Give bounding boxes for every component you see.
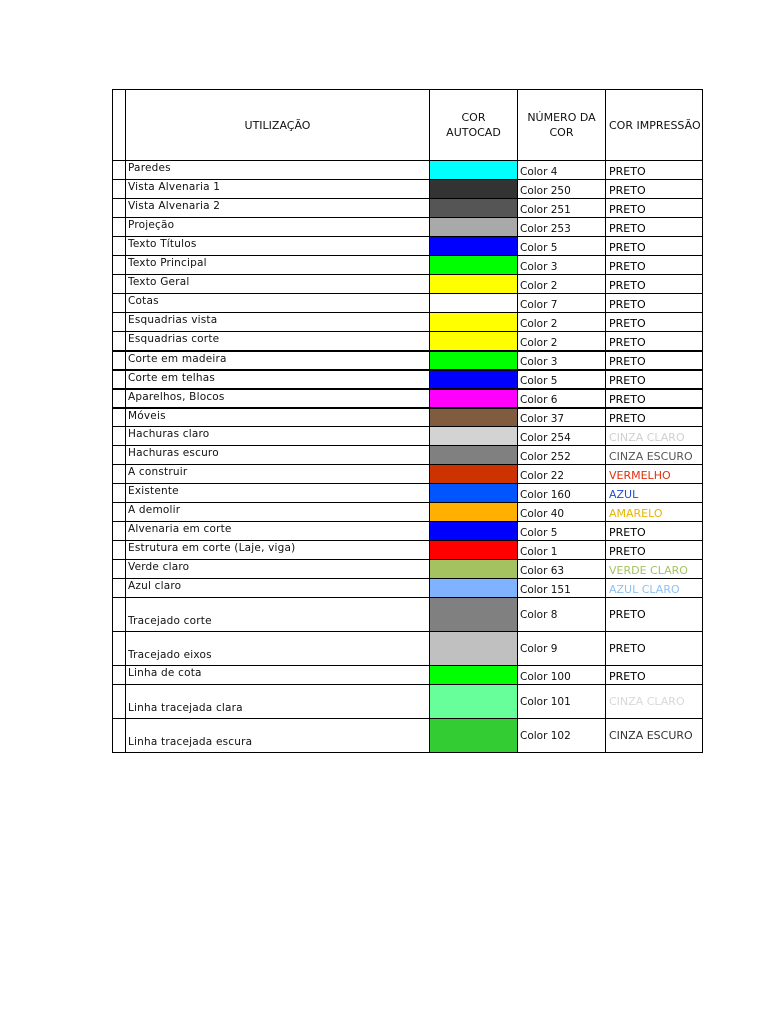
utilizacao-cell: Hachuras escuro xyxy=(126,446,430,465)
utilizacao-cell: Tracejado corte xyxy=(126,598,430,632)
color-number-cell: Color 37 xyxy=(518,408,606,427)
print-color-cell: VERDE CLARO xyxy=(606,560,703,579)
print-color-cell: PRETO xyxy=(606,275,703,294)
header-row xyxy=(113,90,703,161)
utilizacao-cell: Vista Alvenaria 2 xyxy=(126,199,430,218)
utilizacao-cell: Linha de cota xyxy=(126,666,430,685)
table-row xyxy=(113,180,703,199)
color-swatch xyxy=(430,370,518,389)
utilizacao-cell: Estrutura em corte (Laje, viga) xyxy=(126,541,430,560)
header-blank-cell xyxy=(113,90,126,161)
table-row xyxy=(113,560,703,579)
print-color-cell: CINZA CLARO xyxy=(606,427,703,446)
color-swatch xyxy=(430,522,518,541)
color-number-cell: Color 250 xyxy=(518,180,606,199)
row-blank-cell xyxy=(113,332,126,351)
header-cor-autocad: COR AUTOCAD xyxy=(430,90,518,161)
row-blank-cell xyxy=(113,666,126,685)
header-cor-impressao: COR IMPRESSÃO xyxy=(606,90,703,161)
print-color-cell: CINZA CLARO xyxy=(606,685,703,719)
row-blank-cell xyxy=(113,218,126,237)
row-blank-cell xyxy=(113,685,126,719)
utilizacao-cell: Aparelhos, Blocos xyxy=(126,389,430,408)
row-blank-cell xyxy=(113,370,126,389)
utilizacao-cell: Cotas xyxy=(126,294,430,313)
table-row xyxy=(113,522,703,541)
print-color-cell: PRETO xyxy=(606,237,703,256)
color-swatch xyxy=(430,294,518,313)
table-row xyxy=(113,199,703,218)
row-blank-cell xyxy=(113,180,126,199)
color-number-cell: Color 102 xyxy=(518,719,606,753)
row-blank-cell xyxy=(113,560,126,579)
print-color-cell: AZUL xyxy=(606,484,703,503)
utilizacao-cell: Móveis xyxy=(126,408,430,427)
table-row xyxy=(113,408,703,427)
color-swatch xyxy=(430,579,518,598)
color-number-cell: Color 7 xyxy=(518,294,606,313)
color-number-cell: Color 9 xyxy=(518,632,606,666)
print-color-cell: PRETO xyxy=(606,199,703,218)
print-color-cell: PRETO xyxy=(606,351,703,370)
print-color-cell: PRETO xyxy=(606,598,703,632)
table-row xyxy=(113,256,703,275)
header-utilizacao: UTILIZAÇÃO xyxy=(126,90,430,161)
table-row xyxy=(113,666,703,685)
utilizacao-cell: Texto Geral xyxy=(126,275,430,294)
table-row xyxy=(113,370,703,389)
color-swatch xyxy=(430,541,518,560)
color-number-cell: Color 253 xyxy=(518,218,606,237)
row-blank-cell xyxy=(113,632,126,666)
color-swatch xyxy=(430,218,518,237)
row-blank-cell xyxy=(113,199,126,218)
utilizacao-cell: Esquadrias vista xyxy=(126,313,430,332)
color-number-cell: Color 100 xyxy=(518,666,606,685)
table-row xyxy=(113,332,703,351)
print-color-cell: PRETO xyxy=(606,522,703,541)
utilizacao-cell: Vista Alvenaria 1 xyxy=(126,180,430,199)
color-number-cell: Color 1 xyxy=(518,541,606,560)
row-blank-cell xyxy=(113,503,126,522)
row-blank-cell xyxy=(113,598,126,632)
print-color-cell: AZUL CLARO xyxy=(606,579,703,598)
row-blank-cell xyxy=(113,522,126,541)
table-row xyxy=(113,389,703,408)
table-row xyxy=(113,465,703,484)
header-numero-da-cor: NÚMERO DA COR xyxy=(518,90,606,161)
color-number-cell: Color 5 xyxy=(518,370,606,389)
print-color-cell: AMARELO xyxy=(606,503,703,522)
color-swatch xyxy=(430,685,518,719)
utilizacao-cell: Texto Principal xyxy=(126,256,430,275)
color-swatch xyxy=(430,256,518,275)
utilizacao-cell: Hachuras claro xyxy=(126,427,430,446)
print-color-cell: PRETO xyxy=(606,408,703,427)
table-row xyxy=(113,632,703,666)
color-number-cell: Color 22 xyxy=(518,465,606,484)
table-row xyxy=(113,161,703,180)
color-number-cell: Color 63 xyxy=(518,560,606,579)
row-blank-cell xyxy=(113,313,126,332)
utilizacao-cell: Azul claro xyxy=(126,579,430,598)
print-color-cell: PRETO xyxy=(606,632,703,666)
print-color-cell: PRETO xyxy=(606,256,703,275)
color-swatch xyxy=(430,560,518,579)
utilizacao-cell: Esquadrias corte xyxy=(126,332,430,351)
color-number-cell: Color 3 xyxy=(518,351,606,370)
color-number-cell: Color 251 xyxy=(518,199,606,218)
row-blank-cell xyxy=(113,161,126,180)
row-blank-cell xyxy=(113,427,126,446)
print-color-cell: PRETO xyxy=(606,294,703,313)
color-number-cell: Color 4 xyxy=(518,161,606,180)
color-swatch xyxy=(430,180,518,199)
utilizacao-cell: Verde claro xyxy=(126,560,430,579)
table-row xyxy=(113,427,703,446)
color-number-cell: Color 6 xyxy=(518,389,606,408)
row-blank-cell xyxy=(113,484,126,503)
table-row xyxy=(113,598,703,632)
print-color-cell: PRETO xyxy=(606,313,703,332)
color-swatch xyxy=(430,313,518,332)
color-number-cell: Color 2 xyxy=(518,275,606,294)
color-swatch xyxy=(430,666,518,685)
color-swatch xyxy=(430,719,518,753)
color-number-cell: Color 8 xyxy=(518,598,606,632)
print-color-cell: PRETO xyxy=(606,161,703,180)
color-number-cell: Color 151 xyxy=(518,579,606,598)
color-swatch xyxy=(430,351,518,370)
table-row xyxy=(113,446,703,465)
utilizacao-cell: Existente xyxy=(126,484,430,503)
color-swatch xyxy=(430,446,518,465)
utilizacao-cell: Alvenaria em corte xyxy=(126,522,430,541)
color-swatch xyxy=(430,408,518,427)
print-color-cell: PRETO xyxy=(606,389,703,408)
color-swatch xyxy=(430,275,518,294)
color-number-cell: Color 40 xyxy=(518,503,606,522)
row-blank-cell xyxy=(113,541,126,560)
utilizacao-cell: Paredes xyxy=(126,161,430,180)
row-blank-cell xyxy=(113,256,126,275)
utilizacao-cell: Tracejado eixos xyxy=(126,632,430,666)
print-color-cell: PRETO xyxy=(606,541,703,560)
row-blank-cell xyxy=(113,389,126,408)
row-blank-cell xyxy=(113,294,126,313)
color-swatch xyxy=(430,161,518,180)
row-blank-cell xyxy=(113,719,126,753)
print-color-cell: PRETO xyxy=(606,218,703,237)
row-blank-cell xyxy=(113,275,126,294)
print-color-cell: PRETO xyxy=(606,666,703,685)
table-row xyxy=(113,541,703,560)
color-number-cell: Color 5 xyxy=(518,522,606,541)
color-number-cell: Color 5 xyxy=(518,237,606,256)
color-swatch xyxy=(430,237,518,256)
color-swatch xyxy=(430,199,518,218)
table-row xyxy=(113,275,703,294)
print-color-cell: CINZA ESCURO xyxy=(606,446,703,465)
color-number-cell: Color 3 xyxy=(518,256,606,275)
color-table xyxy=(112,89,703,753)
utilizacao-cell: Projeção xyxy=(126,218,430,237)
color-number-cell: Color 160 xyxy=(518,484,606,503)
print-color-cell: PRETO xyxy=(606,370,703,389)
print-color-cell: PRETO xyxy=(606,332,703,351)
table-row xyxy=(113,218,703,237)
row-blank-cell xyxy=(113,408,126,427)
row-blank-cell xyxy=(113,446,126,465)
table-row xyxy=(113,503,703,522)
utilizacao-cell: Corte em madeira xyxy=(126,351,430,370)
table-row xyxy=(113,719,703,753)
color-swatch xyxy=(430,465,518,484)
print-color-cell: CINZA ESCURO xyxy=(606,719,703,753)
color-number-cell: Color 2 xyxy=(518,313,606,332)
utilizacao-cell: Texto Títulos xyxy=(126,237,430,256)
color-swatch xyxy=(430,389,518,408)
print-color-cell: VERMELHO xyxy=(606,465,703,484)
color-number-cell: Color 2 xyxy=(518,332,606,351)
row-blank-cell xyxy=(113,351,126,370)
color-swatch xyxy=(430,332,518,351)
table-row xyxy=(113,579,703,598)
utilizacao-cell: Linha tracejada escura xyxy=(126,719,430,753)
table-row xyxy=(113,313,703,332)
color-swatch xyxy=(430,427,518,446)
utilizacao-cell: A demolir xyxy=(126,503,430,522)
color-swatch xyxy=(430,632,518,666)
color-number-cell: Color 101 xyxy=(518,685,606,719)
table-row xyxy=(113,351,703,370)
row-blank-cell xyxy=(113,237,126,256)
utilizacao-cell: Corte em telhas xyxy=(126,370,430,389)
print-color-cell: PRETO xyxy=(606,180,703,199)
utilizacao-cell: A construir xyxy=(126,465,430,484)
color-swatch xyxy=(430,484,518,503)
table-row xyxy=(113,237,703,256)
table-row xyxy=(113,685,703,719)
color-number-cell: Color 252 xyxy=(518,446,606,465)
color-swatch xyxy=(430,503,518,522)
table-row xyxy=(113,484,703,503)
table-row xyxy=(113,294,703,313)
row-blank-cell xyxy=(113,465,126,484)
color-swatch xyxy=(430,598,518,632)
row-blank-cell xyxy=(113,579,126,598)
color-number-cell: Color 254 xyxy=(518,427,606,446)
utilizacao-cell: Linha tracejada clara xyxy=(126,685,430,719)
